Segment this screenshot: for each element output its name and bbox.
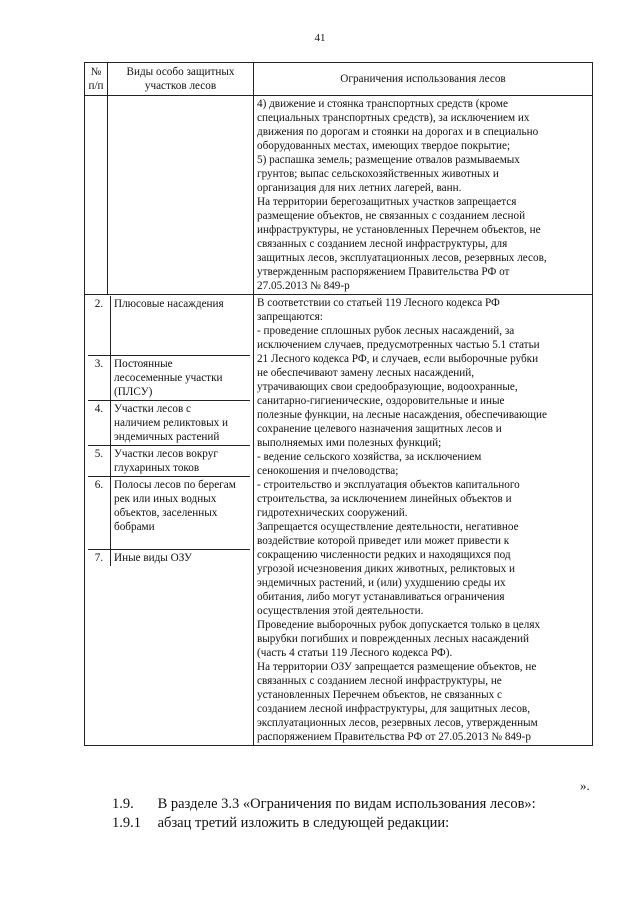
row-number: 3. bbox=[88, 356, 111, 400]
row-number: 6. bbox=[88, 477, 111, 549]
row-type-line: глухариных токов bbox=[114, 462, 200, 474]
row-number: 5. bbox=[88, 446, 111, 476]
row-number: 7. bbox=[88, 550, 111, 566]
restriction-line: санитарно-гигиенические, оздоровительные и иные bbox=[257, 395, 505, 407]
header-num-line: № bbox=[90, 66, 102, 78]
restriction-line: грунтов; выпас сельскохозяйственных животных и bbox=[257, 168, 499, 180]
restriction-line: установленных Перечнем объектов, не связанных с bbox=[257, 689, 502, 701]
restriction-line: созданием лесной инфраструктуры, для защитных лесов, bbox=[257, 703, 531, 715]
paragraph-1-9 bbox=[112, 796, 536, 813]
restriction-line: запрещаются: bbox=[257, 311, 323, 323]
restriction-line: Проведение выборочных рубок допускается только в целях bbox=[257, 619, 541, 631]
row-type-line: рек или иных водных bbox=[114, 493, 217, 505]
restriction-line: сенокошения и пчеловодства; bbox=[257, 465, 399, 477]
row-type-line: эндемичных растений bbox=[114, 431, 220, 443]
table-row-continuation bbox=[85, 96, 593, 295]
table-row bbox=[88, 401, 250, 446]
row-type bbox=[111, 446, 250, 476]
table-row bbox=[88, 356, 250, 401]
paragraph-number: 1.9.1 bbox=[112, 815, 141, 831]
row-type-line: Участки лесов вокруг bbox=[114, 448, 218, 460]
restriction-line: - строительство и эксплуатация объектов капитального bbox=[257, 479, 520, 491]
restriction-line: - ведение сельского хозяйства, за исключением bbox=[257, 451, 482, 463]
restriction-line: воздействие которой приведет или может привести к bbox=[257, 535, 510, 547]
row-type-line: Иные виды ОЗУ bbox=[114, 552, 192, 564]
restrictions-table bbox=[84, 62, 593, 746]
row-type-line: Полосы лесов по берегам bbox=[114, 479, 236, 491]
row-type bbox=[111, 296, 250, 355]
restriction-line: связанных с созданием лесной инфраструктуры, не bbox=[257, 675, 502, 687]
restriction-line: вырубки погибших и поврежденных лесных насаждений bbox=[257, 633, 529, 645]
header-types-line: Виды особо защитных bbox=[126, 66, 235, 78]
row-type-line: бобрами bbox=[114, 521, 155, 533]
restriction-line: строительства, за исключением линейных объектов и bbox=[257, 493, 512, 505]
restriction-line: угрозой исчезновения диких животных, реликтовых и bbox=[257, 563, 516, 575]
restriction-line: сокращению численности редких и находящихся под bbox=[257, 549, 511, 561]
restriction-line: На территории берегозащитных участков запрещается bbox=[257, 196, 517, 208]
table-row bbox=[88, 446, 250, 477]
restriction-line: Запрещается осуществление деятельности, негативное bbox=[257, 521, 519, 533]
row-type bbox=[111, 550, 250, 566]
restriction-line: обитания, либо могут устанавливаться ограничения bbox=[257, 591, 505, 603]
row-type bbox=[111, 356, 250, 400]
restriction-line: связанных с созданием лесной инфраструктуры, для bbox=[257, 238, 508, 250]
header-num bbox=[85, 63, 108, 96]
row-number: 4. bbox=[88, 401, 111, 445]
restriction-line: 27.05.2013 № 849-р bbox=[257, 280, 350, 292]
table-row bbox=[88, 550, 250, 566]
restriction-line: полезные функции, на лесные насаждения, обеспечивающие bbox=[257, 409, 547, 421]
row-list-cell bbox=[85, 295, 254, 746]
header-restrictions: Ограничения использования лесов bbox=[254, 63, 593, 96]
page-number: 41 bbox=[314, 32, 326, 44]
restriction-line: 5) распашка земель; размещение отвалов размываемых bbox=[257, 154, 520, 166]
restriction-line: - проведение сплошных рубок лесных насаждений, за bbox=[257, 325, 515, 337]
paragraph-number: 1.9. bbox=[112, 796, 134, 812]
restriction-line: инфраструктуры, не установленных Перечнем объектов, не bbox=[257, 224, 541, 236]
restriction-line: распоряжением Правительства РФ от 27.05.2013 № 849-р bbox=[257, 731, 531, 743]
restriction-line: В соответствии со статьей 119 Лесного кодекса РФ bbox=[257, 297, 500, 309]
restriction-line: утрачивающих свои средообразующие, водоохранные, bbox=[257, 381, 518, 393]
restriction-line: гидротехнических сооружений. bbox=[257, 507, 408, 519]
row-type-line: Участки лесов с bbox=[114, 403, 192, 415]
restriction-line: 21 Лесного кодекса РФ, и случаев, если выборочные рубки bbox=[257, 353, 539, 365]
paragraph-1-9-1 bbox=[112, 815, 449, 832]
table-row-group bbox=[85, 295, 593, 746]
header-num-line: п/п bbox=[88, 80, 104, 92]
restriction-line: утвержденным распоряжением Правительства РФ от bbox=[257, 266, 510, 278]
restriction-line: защитных лесов, эксплуатационных лесов, резервных лесов, bbox=[257, 252, 547, 264]
row-type-line: Постоянные bbox=[114, 358, 173, 370]
row-type-line: (ПЛСУ) bbox=[114, 386, 153, 398]
restriction-line: осуществления этой деятельности. bbox=[257, 605, 424, 617]
restriction-line: (часть 4 статьи 119 Лесного кодекса РФ). bbox=[257, 647, 453, 659]
paragraph-text: В разделе 3.3 «Ограничения по видам использования лесов»: bbox=[157, 796, 536, 812]
restriction-line: эксплуатационных лесов, резервных лесов, утвержденным bbox=[257, 717, 538, 729]
restriction-line: движения по дорогам и стоянки на дорогах и в специально bbox=[257, 126, 539, 138]
restriction-line: специальных транспортных средств), за исключением их bbox=[257, 112, 530, 124]
row-type-line: наличием реликтовых и bbox=[114, 417, 229, 429]
row-type-line: Плюсовые насаждения bbox=[114, 298, 224, 310]
restriction-line: исключением случаев, предусмотренных частью 5.1 статьи bbox=[257, 339, 540, 351]
empty-type-cell bbox=[108, 96, 254, 295]
restriction-line: организация для них летних лагерей, ванн. bbox=[257, 182, 462, 194]
restriction-line: размещение объектов, не связанных с созданием лесной bbox=[257, 210, 526, 222]
row-type-line: лесосеменные участки bbox=[114, 372, 223, 384]
header-types bbox=[108, 63, 254, 96]
empty-num-cell bbox=[85, 96, 108, 295]
header-types-line: участков лесов bbox=[144, 80, 217, 92]
row-type-line: объектов, заселенных bbox=[114, 507, 218, 519]
restriction-line: не обеспечивают замену лесных насаждений, bbox=[257, 367, 475, 379]
row-type bbox=[111, 401, 250, 445]
continuation-restrictions-cell bbox=[254, 96, 593, 295]
restriction-line: оборудованных местах, имеющих твердое покрытие; bbox=[257, 140, 511, 152]
closing-quote: ». bbox=[580, 778, 590, 793]
restriction-line: сохранение целевого назначения защитных лесов и bbox=[257, 423, 502, 435]
table-row bbox=[88, 296, 250, 356]
restriction-line: эндемичных растений, и (или) ухудшению среды их bbox=[257, 577, 506, 589]
restriction-line: выполняемых ими полезных функций; bbox=[257, 437, 442, 449]
shared-restrictions-cell bbox=[254, 295, 593, 746]
restriction-line: 4) движение и стоянка транспортных средств (кроме bbox=[257, 98, 508, 110]
row-type bbox=[111, 477, 250, 549]
restriction-line: На территории ОЗУ запрещается размещение объектов, не bbox=[257, 661, 537, 673]
paragraph-text: абзац третий изложить в следующей редакции: bbox=[157, 815, 450, 831]
table-row bbox=[88, 477, 250, 550]
row-number: 2. bbox=[88, 296, 111, 355]
